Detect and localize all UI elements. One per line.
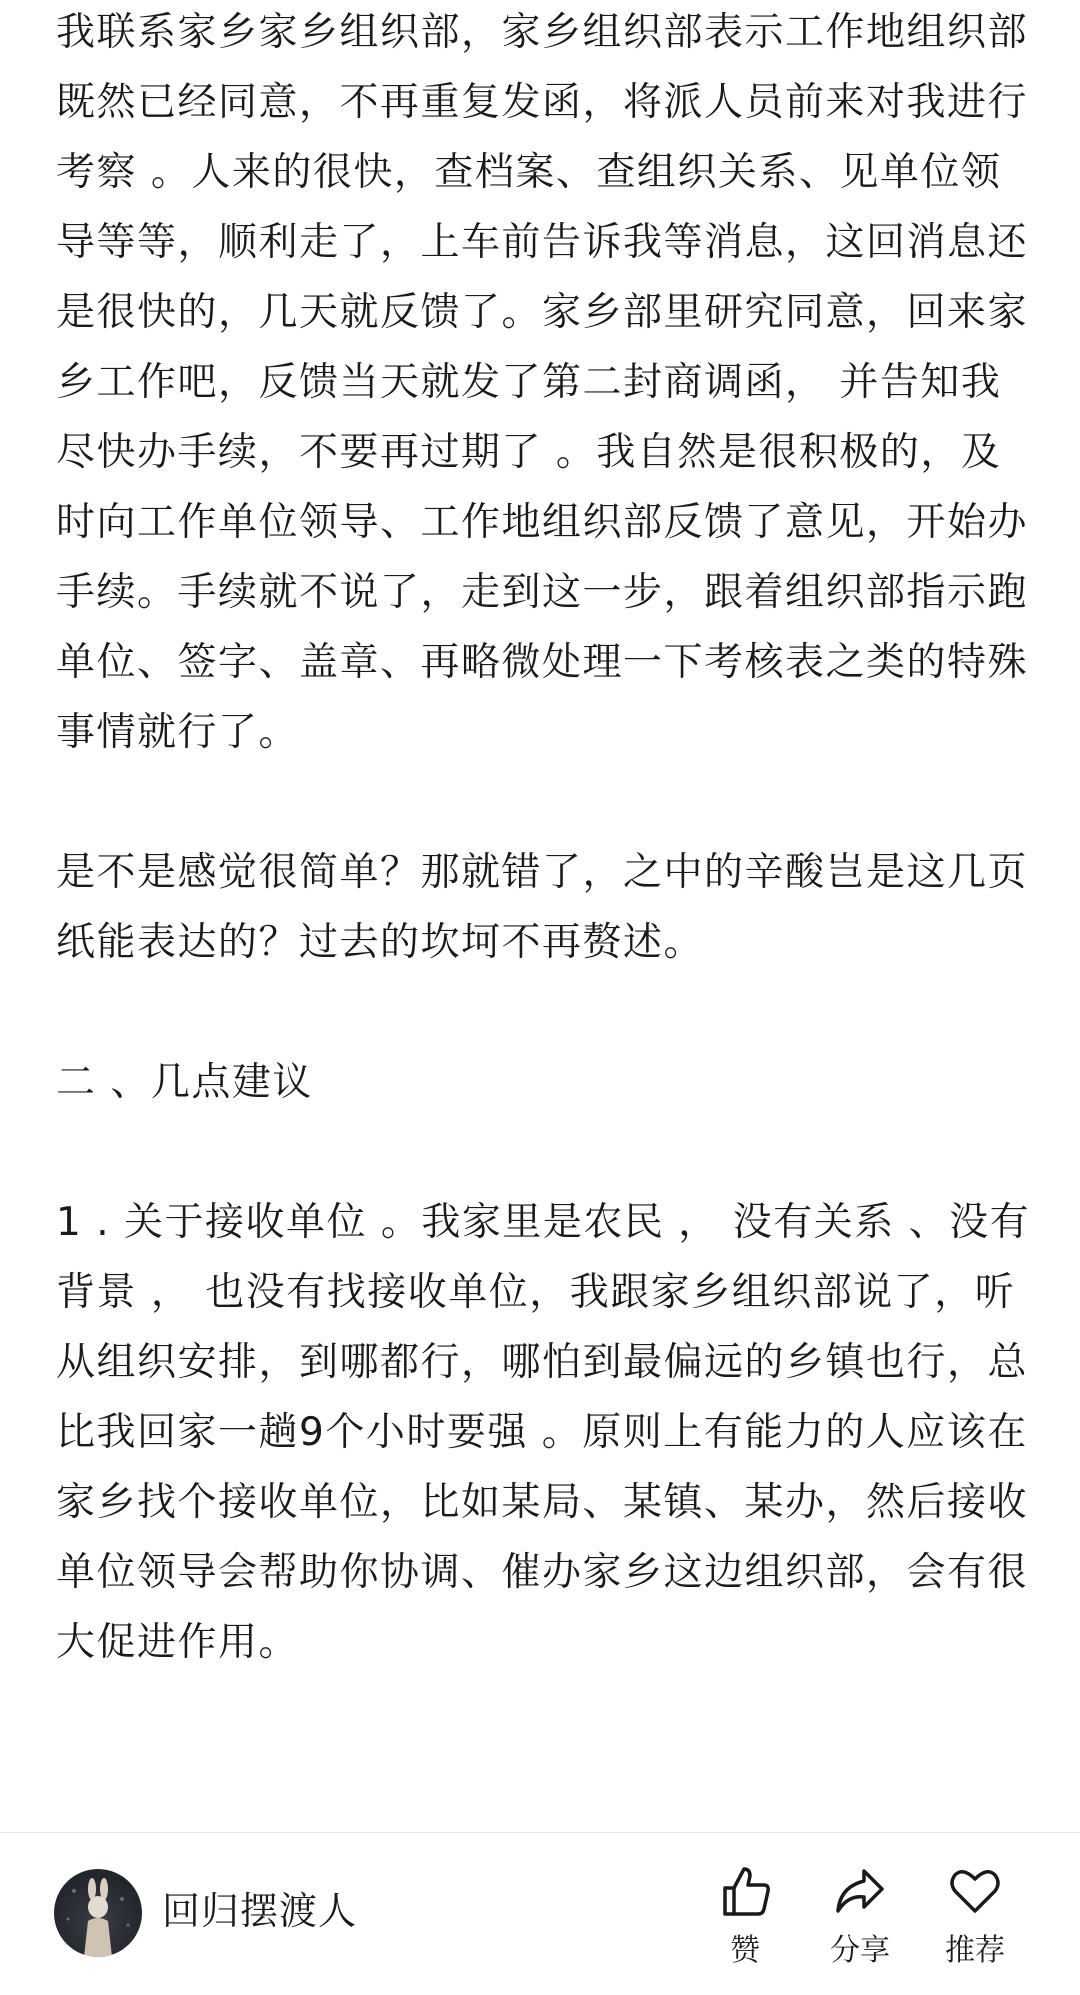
author-name[interactable]: 回归摆渡人 (162, 1889, 358, 1933)
like-label: 赞 (730, 1933, 760, 1968)
bottom-action-bar (0, 1832, 1080, 1995)
share-arrow-icon (830, 1861, 890, 1921)
heart-icon (945, 1861, 1005, 1921)
article-paragraph-1: 我联系家乡家乡组织部，家乡组织部表示工作地组织部既然已经同意，不再重复发函，将派人员前来对我进行考察 。人来的很快，查档案、查组织关系、见单位领导等等，顺利走了，上车前告诉我等消息，这回消息还是很快的，几天就反馈了。家乡部里研究同意，回来家乡工作吧，反馈当天就发了第二封商调函， 并告知我尽快办手续，不要再过期了 。我自然是很积极的，及时向工作单位领导、工作地组织部反馈了意见，开始办手续。手续就不说了，走到这一步，跟着组织部指示跑单位、签字、盖章、再略微处理一下考核表之类的特殊事情就行了。 (56, 10, 1029, 755)
author-avatar[interactable] (54, 1869, 142, 1957)
like-button[interactable] (690, 1861, 800, 1971)
share-button[interactable] (805, 1861, 915, 1971)
recommend-label: 推荐 (945, 1933, 1005, 1968)
section-heading: 二 、几点建议 (56, 1060, 313, 1105)
recommend-button[interactable] (920, 1861, 1030, 1971)
article-body (56, 0, 1036, 1828)
share-label: 分享 (830, 1933, 890, 1968)
thumbs-up-icon (715, 1861, 775, 1921)
avatar-figure-icon (54, 1869, 142, 1957)
article-paragraph-2: 是不是感觉很简单？那就错了，之中的辛酸岂是这几页纸能表达的？过去的坎坷不再赘述。 (56, 850, 1029, 965)
article-paragraph-3: 1 . 关于接收单位 。我家里是农民 ， 没有关系 、没有背景 ， 也没有找接收单位，我跟家乡组织部说了，听从组织安排，到哪都行，哪怕到最偏远的乡镇也行，总比我回家一趟9个小时要强 。原则上有能力的人应该在家乡找个接收单位，比如某局、某镇、某办，然后接收单位领导会帮助你协调、催办家乡这边组织部，会有很大促进作用。 (56, 1200, 1031, 1665)
